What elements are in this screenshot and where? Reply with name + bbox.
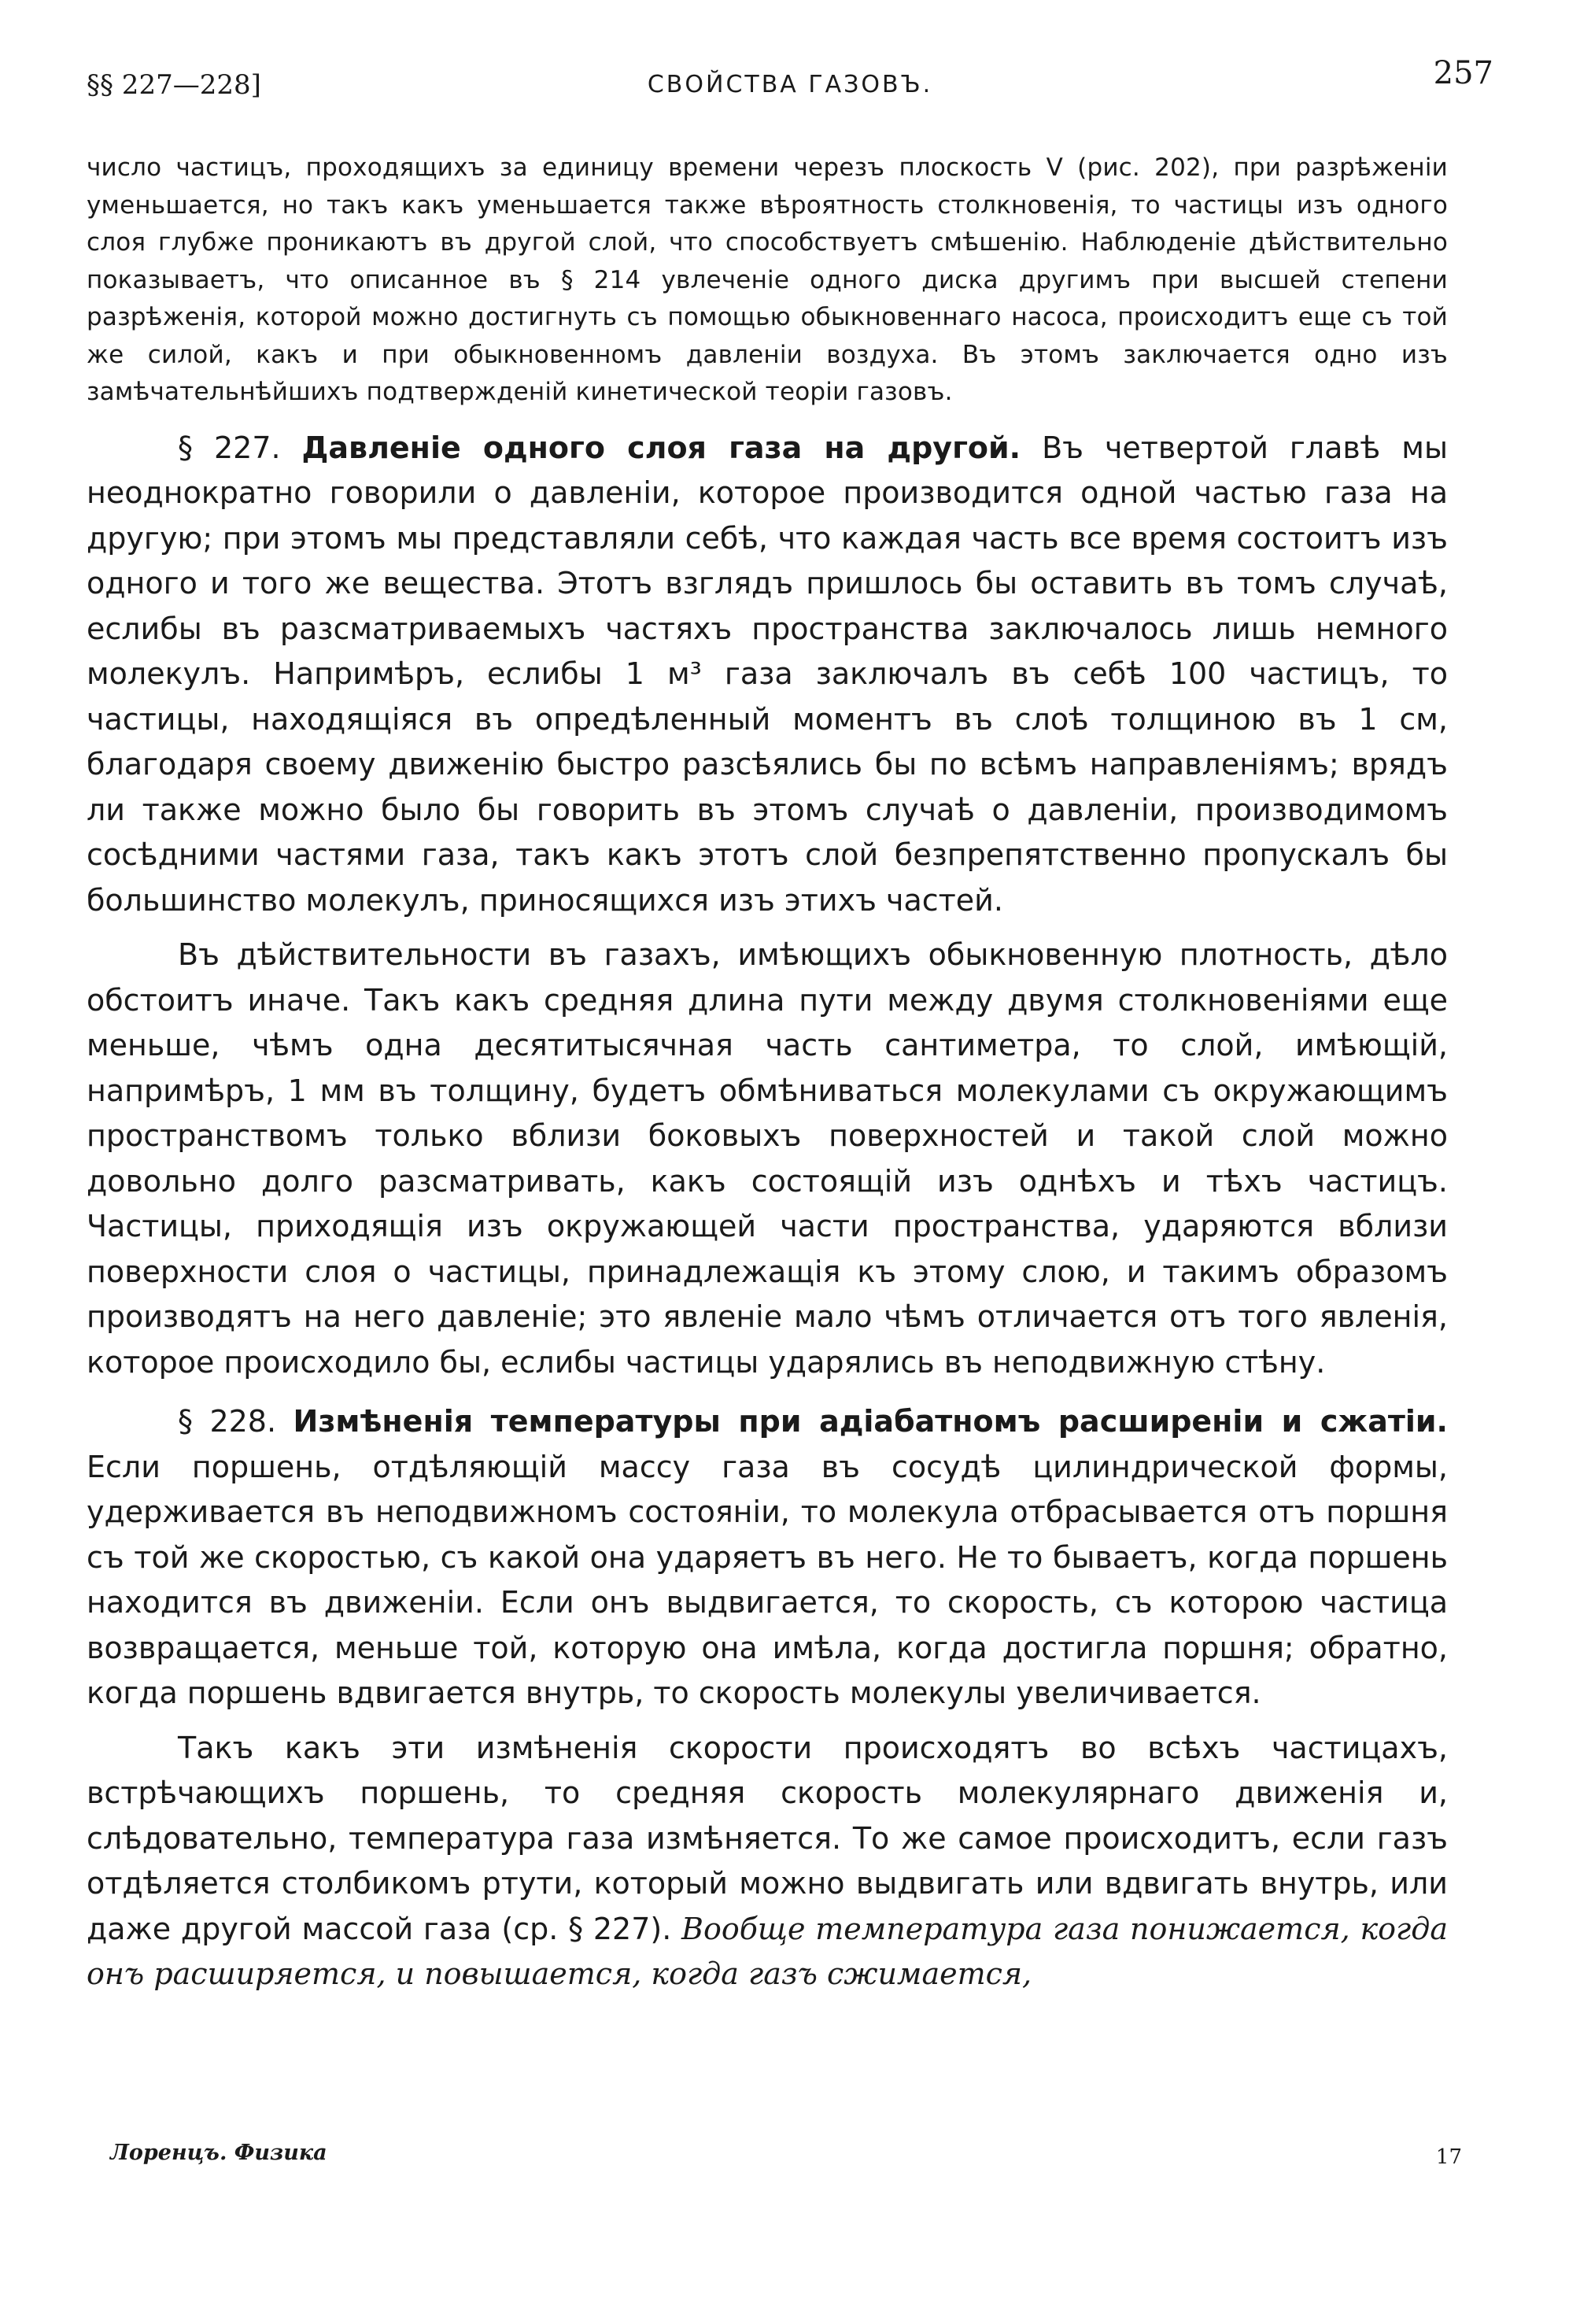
- page-body: [87, 150, 1448, 1997]
- section-227-paragraph: [87, 426, 1448, 924]
- section-227-body: Въ четвертой главѣ мы неоднократно говорили о давленіи, которое производится одной частью газа на другую; при этомъ мы представляли себѣ, что каждая часть все время состоитъ изъ одного и того же вещества. Этотъ взглядъ пришлось бы оставить въ томъ случаѣ, еслибы въ разсматриваемыхъ частяхъ пространства заключалось лишь немного молекулъ. Напримѣръ, еслибы 1 м³ газа заключалъ въ себѣ 100 частицъ, то частицы, находящіяся въ опредѣленный моментъ въ слоѣ толщиною въ 1 см, благодаря своему движенію быстро разсѣялись бы по всѣмъ направленіямъ; врядъ ли также можно было бы говорить въ этомъ случаѣ о давленіи, производимомъ сосѣдними частями газа, такъ какъ этотъ слой безпрепятственно пропускалъ бы большинство молекулъ, приносящихся изъ этихъ частей.: [87, 430, 1448, 918]
- footer-signature: 17: [1435, 2145, 1462, 2169]
- header-title: СВОЙСТВА ГАЗОВЪ.: [647, 71, 933, 98]
- section-228-title: Измѣненія температуры при адіабатномъ расширеніи и сжатіи.: [293, 1404, 1448, 1439]
- section-228-number: § 228.: [178, 1404, 277, 1439]
- section-228-paragraph-2-text: Такъ какъ эти измѣненія скорости происходятъ во всѣхъ частицахъ, встрѣчающихъ поршень, то средняя скорость молекулярнаго движенія и, слѣдовательно, температура газа измѣняется. То же самое происходитъ, если газъ отдѣляется столбикомъ ртути, который можно выдвигать или вдвигать внутрь, или даже другой массой газа (ср. § 227).: [87, 1730, 1448, 1946]
- intro-paragraph: число частицъ, проходящихъ за единицу времени черезъ плоскость V (рис. 202), при разрѣженіи уменьшается, но такъ какъ уменьшается также вѣроятность столкновенія, то частицы изъ одного слоя глубже проникаютъ въ другой слой, что способствуетъ смѣшенію. Наблюденіе дѣйствительно показываетъ, что описанное въ § 214 увлеченіе одного диска другимъ при высшей степени разрѣженія, которой можно достигнуть съ помощью обыкновеннаго насоса, происходитъ еще съ той же силой, какъ и при обыкновенномъ давленіи воздуха. Въ этомъ заключается одно изъ замѣчательнѣйшихъ подтвержденій кинетической теоріи газовъ.: [87, 153, 1448, 406]
- section-228-italic-statement: Вообще температура газа понижается, когда онъ расширяется, и повышается, когда газъ сжимается,: [87, 1911, 1448, 1991]
- header-sections: §§ 227—228]: [87, 69, 261, 101]
- section-227-title: Давленіе одного слоя газа на другой.: [301, 430, 1021, 465]
- footer-author: Лоренцъ. Физика: [110, 2141, 327, 2165]
- section-228-body: Если поршень, отдѣляющій массу газа въ сосудѣ цилиндрической формы, удерживается въ неподвижномъ состояніи, то молекула отбрасывается отъ поршня съ той же скоростью, съ какой она ударяетъ въ него. Не то бываетъ, когда поршень находится въ движеніи. Если онъ выдвигается, то скорость, съ которою частица возвращается, меньше той, которую она имѣла, когда достигла поршня; обратно, когда поршень вдвигается внутрь, то скорость молекулы увеличивается.: [87, 1449, 1448, 1710]
- page-footer: [110, 2134, 1462, 2174]
- section-228-paragraph-2: [87, 1726, 1448, 1997]
- running-header: [87, 55, 1493, 102]
- section-227-paragraph-2: Въ дѣйствительности въ газахъ, имѣющихъ обыкновенную плотность, дѣло обстоитъ иначе. Такъ какъ средняя длина пути между двумя столкновеніями еще меньше, чѣмъ одна десятитысячная часть сантиметра, то слой, имѣющій, напримѣръ, 1 мм въ толщину, будетъ обмѣниваться молекулами съ окружающимъ пространствомъ только вблизи боковыхъ поверхностей и такой слой можно довольно долго разсматривать, какъ состоящій изъ однѣхъ и тѣхъ частицъ. Частицы, приходящія изъ окружающей части пространства, ударяются вблизи поверхности слоя о частицы, принадлежащія къ этому слою, и такимъ образомъ производятъ на него давленіе; это явленіе мало чѣмъ отличается отъ того явленія, которое происходило бы, еслибы частицы ударялись въ неподвижную стѣну.: [87, 937, 1448, 1380]
- section-228-paragraph: [87, 1399, 1448, 1716]
- page-number: 257: [1433, 55, 1493, 91]
- section-227-number: § 227.: [178, 430, 281, 465]
